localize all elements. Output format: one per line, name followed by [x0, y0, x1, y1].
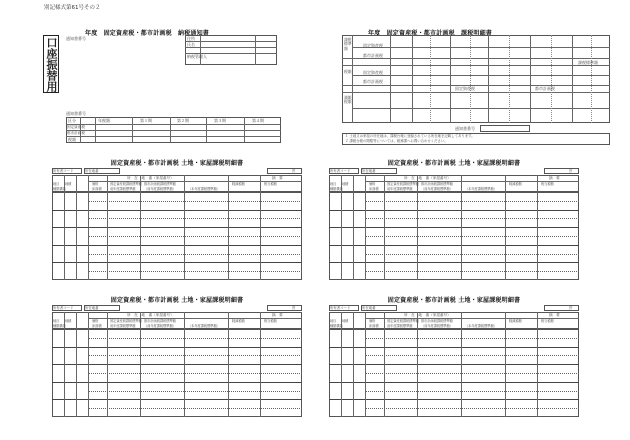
head-sub-5: （本年度課税標準額） — [188, 323, 220, 328]
notice-title: 年度 固定資産税・都市計画税 納税通知書 — [85, 30, 210, 37]
body-divider — [184, 192, 185, 280]
head-col-3: 価格 — [369, 319, 376, 323]
head-sub-3: 前年度課税標準額 — [387, 186, 413, 191]
row-rule — [52, 347, 302, 348]
head-col-2: 地積 — [65, 182, 72, 186]
detail-title: 固定資産税・都市計画税 土地・家屋課税明細書 — [110, 160, 244, 167]
body-divider — [353, 192, 354, 280]
row-mid-rule — [365, 355, 579, 356]
page-box — [267, 168, 302, 174]
head-col-2: 地積 — [342, 319, 349, 323]
body-divider — [353, 329, 354, 417]
detail-card-3 — [52, 295, 302, 425]
body-divider — [140, 329, 141, 417]
head-col-6: 軽減税額 — [232, 182, 245, 186]
body-divider — [107, 192, 108, 280]
row-mid-rule — [88, 271, 302, 272]
head-col-2: 地積 — [342, 182, 349, 186]
header-divider — [505, 175, 506, 192]
body-divider — [76, 329, 77, 417]
lot-label: 所在地番 — [362, 168, 376, 173]
row-mid-rule — [88, 201, 302, 202]
header-divider — [228, 312, 229, 329]
lot-label: 所在地番 — [362, 305, 376, 310]
head-sub-3: 前年度課税標準額 — [110, 186, 136, 191]
header-divider — [537, 312, 538, 329]
head-sub-1: 種類構造 — [53, 323, 66, 328]
row-rule — [329, 227, 579, 228]
row-rule — [52, 227, 302, 228]
body-divider — [341, 192, 342, 280]
row-mid-rule — [365, 391, 579, 392]
notice-small-label: 通知書番号 — [66, 36, 86, 41]
row-rule — [52, 382, 302, 383]
header-divider — [537, 175, 538, 192]
head-col-7: 相当税額 — [541, 182, 554, 186]
row-rule — [329, 347, 579, 348]
head-col-1: 地目 — [330, 319, 337, 323]
header-divider — [107, 312, 108, 329]
header-divider — [260, 312, 261, 329]
head-col-3: 価格 — [92, 319, 99, 323]
head-col-5: 都市計画税課税標準額 — [144, 182, 176, 186]
row-rule — [329, 364, 579, 365]
detail-title: 固定資産税・都市計画税 土地・家屋課税明細書 — [110, 297, 244, 304]
col-p3: 第３期 — [214, 118, 226, 123]
body-divider — [341, 329, 342, 417]
header-divider — [384, 312, 385, 329]
header-divider — [184, 175, 185, 192]
body-divider — [505, 329, 506, 417]
head-location: 所 在 地 番（家屋番号） — [127, 175, 174, 180]
head-sub-4: （前年度課税標準額） — [421, 323, 453, 328]
lot-label: 所在地番 — [85, 305, 99, 310]
page-label: 頁 — [292, 305, 296, 310]
label-taxamount: 税額 — [344, 69, 352, 74]
row-rule — [52, 245, 302, 246]
head-remarks: 摘 要 — [272, 175, 283, 180]
header-divider — [76, 312, 77, 329]
row-mid-rule — [365, 338, 579, 339]
body-divider — [140, 192, 141, 280]
agent-label: 納税管理人 — [187, 54, 207, 59]
body-divider — [384, 329, 385, 417]
row-rule — [52, 210, 302, 211]
header-divider — [384, 175, 385, 192]
head-col-4: 固定資産税課税標準額 — [110, 182, 142, 186]
label-reduction: 減額税額 — [344, 95, 352, 105]
label-standard: 課税標準額 — [344, 37, 352, 51]
s-row-2: 都市計画税 — [363, 53, 383, 58]
head-remarks: 摘 要 — [272, 312, 283, 317]
head-col-5: 都市計画税課税標準額 — [421, 319, 453, 323]
head-col-7: 相当税額 — [541, 319, 554, 323]
body-divider — [260, 192, 261, 280]
body-divider — [107, 329, 108, 417]
head-sub-4: （前年度課税標準額） — [421, 186, 453, 191]
row-rule — [52, 364, 302, 365]
row-rule — [329, 210, 579, 211]
page-box — [544, 305, 579, 311]
body-divider — [384, 192, 385, 280]
detail-card-4 — [329, 295, 579, 425]
head-sub-3: 前年度課税標準額 — [110, 323, 136, 328]
head-sub-1: 種類構造 — [330, 323, 343, 328]
head-col-3: 価格 — [92, 182, 99, 186]
s-row-3: 固定資産税 — [363, 70, 383, 75]
body-divider — [417, 329, 418, 417]
head-sub-2: 床面積 — [92, 323, 102, 328]
notice-number-label: 通知書番号 — [66, 111, 86, 116]
header-divider — [365, 312, 366, 329]
body-divider — [64, 329, 65, 417]
row-mid-rule — [88, 218, 302, 219]
header-divider — [260, 175, 261, 192]
detail-card-2 — [329, 158, 579, 288]
detail-title: 固定資産税・都市計画税 土地・家屋課税明細書 — [387, 297, 521, 304]
address-block — [185, 35, 277, 65]
head-col-5: 都市計画税課税標準額 — [421, 182, 453, 186]
row-rule — [52, 399, 302, 400]
body-divider — [461, 329, 462, 417]
head-sub-2: 床面積 — [369, 323, 379, 328]
body-divider — [64, 192, 65, 280]
s-row-1: 固定資産税 — [363, 43, 383, 48]
col-kubun: 区分 — [68, 118, 76, 123]
head-location: 所 在 地 番（家屋番号） — [127, 312, 174, 317]
owner-code-label: 所有者コード — [53, 305, 74, 310]
header-divider — [88, 175, 89, 192]
header-divider — [107, 175, 108, 192]
head-sub-1: 種類構造 — [53, 186, 66, 191]
col-p4: 第４期 — [252, 118, 264, 123]
row-mid-rule — [365, 373, 579, 374]
row-mid-rule — [365, 201, 579, 202]
page-label: 頁 — [569, 305, 573, 310]
row-mid-rule — [365, 236, 579, 237]
row-mid-rule — [88, 338, 302, 339]
row-mid-rule — [88, 373, 302, 374]
row-mid-rule — [88, 408, 302, 409]
head-location: 所 在 地 番（家屋番号） — [404, 312, 451, 317]
body-divider — [537, 329, 538, 417]
body-divider — [260, 329, 261, 417]
s-note-1: １ 土地又は家屋の所在地は、課税台帳に登録されている所在地を記載してあります。 — [345, 134, 475, 138]
head-col-4: 固定資産税課税標準額 — [110, 319, 142, 323]
body-divider — [365, 329, 366, 417]
page-box — [267, 305, 302, 311]
body-divider — [461, 192, 462, 280]
header-divider — [461, 175, 462, 192]
body-divider — [417, 192, 418, 280]
head-sub-5: （本年度課税標準額） — [465, 323, 497, 328]
row-mid-rule — [365, 408, 579, 409]
head-col-1: 地目 — [330, 182, 337, 186]
row-rule — [329, 382, 579, 383]
head-col-6: 軽減税額 — [232, 319, 245, 323]
s-row-4: 都市計画税 — [363, 79, 383, 84]
page-label: 頁 — [569, 168, 573, 173]
row-tax: 税額 — [68, 137, 76, 142]
bank-transfer-stamp: 口座振替用 — [45, 37, 58, 92]
s-footer-label: 通知書番号 — [455, 126, 475, 131]
owner-code-label: 所有者コード — [330, 305, 351, 310]
header-divider — [76, 175, 77, 192]
row-fixed: 固定資産税 — [67, 125, 85, 129]
head-col-1: 地目 — [53, 319, 60, 323]
row-city: 都市計画税 — [67, 131, 85, 135]
page-label: 頁 — [292, 168, 296, 173]
head-col-1: 地目 — [53, 182, 60, 186]
row-mid-rule — [88, 355, 302, 356]
head-col-5: 都市計画税課税標準額 — [144, 319, 176, 323]
head-col-7: 相当税額 — [264, 319, 277, 323]
head-sub-5: （本年度課税標準額） — [465, 186, 497, 191]
row-mid-rule — [365, 254, 579, 255]
owner-code-label: 所有者コード — [330, 168, 351, 173]
body-divider — [537, 192, 538, 280]
head-sub-2: 床面積 — [369, 186, 379, 191]
body-divider — [76, 192, 77, 280]
s-footer-box — [480, 125, 530, 132]
head-col-3: 価格 — [369, 182, 376, 186]
body-divider — [184, 329, 185, 417]
row-rule — [329, 262, 579, 263]
header-divider — [88, 312, 89, 329]
head-col-7: 相当税額 — [264, 182, 277, 186]
body-divider — [365, 192, 366, 280]
name-label: 氏名 — [187, 42, 195, 47]
page-box — [544, 168, 579, 174]
owner-code-label: 所有者コード — [53, 168, 74, 173]
row-mid-rule — [365, 271, 579, 272]
head-sub-4: （前年度課税標準額） — [144, 323, 176, 328]
head-sub-5: （本年度課税標準額） — [188, 186, 220, 191]
body-divider — [228, 192, 229, 280]
statement-title: 年度 固定資産税・都市計画税 課税明細書 — [368, 30, 493, 37]
head-remarks: 摘 要 — [549, 175, 560, 180]
col-p1: 第１期 — [140, 118, 152, 123]
body-divider — [88, 192, 89, 280]
row-mid-rule — [365, 218, 579, 219]
head-col-6: 軽減税額 — [509, 182, 522, 186]
head-col-6: 軽減税額 — [509, 319, 522, 323]
detail-title: 固定資産税・都市計画税 土地・家屋課税明細書 — [387, 160, 521, 167]
header-divider — [461, 312, 462, 329]
body-divider — [505, 192, 506, 280]
detail-card-1 — [52, 158, 302, 288]
body-divider — [228, 329, 229, 417]
header-divider — [365, 175, 366, 192]
header-divider — [505, 312, 506, 329]
head-col-4: 固定資産税課税標準額 — [387, 319, 419, 323]
row-rule — [329, 245, 579, 246]
row-mid-rule — [88, 254, 302, 255]
head-sub-1: 種類構造 — [330, 186, 343, 191]
address-label: 住所 — [187, 36, 195, 41]
header-divider — [228, 175, 229, 192]
header-divider — [353, 175, 354, 192]
header-divider — [184, 312, 185, 329]
s-col-city: 都市計画税 — [535, 86, 555, 91]
row-mid-rule — [88, 236, 302, 237]
s-note-2: ２ 課税台帳の閲覧等については、税務課へお問い合わせください。 — [345, 139, 448, 143]
head-sub-2: 床面積 — [92, 186, 102, 191]
row-rule — [52, 262, 302, 263]
head-sub-3: 前年度課税標準額 — [387, 323, 413, 328]
s-col-standard: 課税標準額 — [578, 60, 598, 65]
row-mid-rule — [88, 391, 302, 392]
body-divider — [88, 329, 89, 417]
s-col-fixed: 固定資産税 — [455, 86, 475, 91]
head-sub-4: （前年度課税標準額） — [144, 186, 176, 191]
header-divider — [353, 312, 354, 329]
form-number: 別記様式第61号その２ — [44, 5, 101, 11]
head-location: 所 在 地 番（家屋番号） — [404, 175, 451, 180]
col-p2: 第２期 — [177, 118, 189, 123]
col-annual: 年税額 — [98, 118, 110, 123]
head-remarks: 摘 要 — [549, 312, 560, 317]
head-col-2: 地積 — [65, 319, 72, 323]
lot-label: 所在地番 — [85, 168, 99, 173]
row-rule — [329, 399, 579, 400]
head-col-4: 固定資産税課税標準額 — [387, 182, 419, 186]
